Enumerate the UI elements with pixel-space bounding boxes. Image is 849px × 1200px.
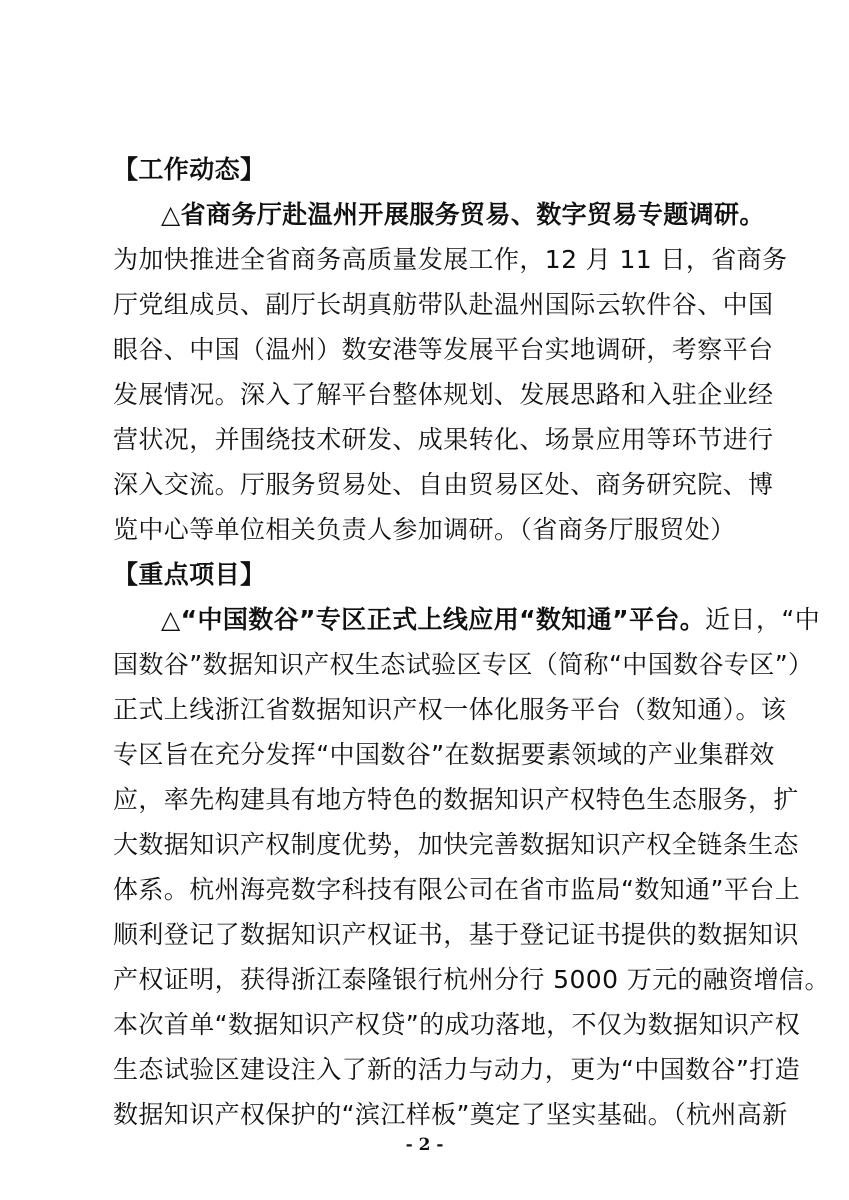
section-heading-work-news: 【工作动态】 <box>113 155 266 184</box>
paragraph-line: 营状况，并围绕技术研发、成果转化、场景应用等环节进行 <box>113 425 774 454</box>
paragraph-line: 大数据知识产权制度优势，加快完善数据知识产权全链条生态 <box>113 830 799 859</box>
paragraph-line: 为加快推进全省商务高质量发展工作，12 月 11 日，省商务 <box>113 245 788 274</box>
project-title-continuation: 近日，“中 <box>705 605 821 634</box>
paragraph-line: 厅党组成员、副厅长胡真舫带队赴温州国际云软件谷、中国 <box>113 290 774 319</box>
paragraph-line: 体系。杭州海亮数字科技有限公司在省市监局“数知通”平台上 <box>113 875 801 904</box>
paragraph-line: 数据知识产权保护的“滨江样板”奠定了坚实基础。（杭州高新 <box>113 1100 788 1129</box>
paragraph-line: 生态试验区建设注入了新的活力与动力，更为“中国数谷”打造 <box>113 1055 801 1084</box>
paragraph-line: 专区旨在充分发挥“中国数谷”在数据要素领域的产业集群效 <box>113 740 775 769</box>
paragraph-line: 眼谷、中国（温州）数安港等发展平台实地调研，考察平台 <box>113 335 774 364</box>
paragraph-line: 览中心等单位相关负责人参加调研。（省商务厅服贸处） <box>113 515 736 544</box>
paragraph-line: 发展情况。深入了解平台整体规划、发展思路和入驻企业经 <box>113 380 774 409</box>
page-number: - 2 - <box>405 1135 444 1155</box>
paragraph-line: 应，率先构建具有地方特色的数据知识产权特色生态服务，扩 <box>113 785 799 814</box>
paragraph-line: 深入交流。厅服务贸易处、自由贸易区处、商务研究院、博 <box>113 470 774 499</box>
project-title-line <box>161 604 821 636</box>
project-title: △“中国数谷”专区正式上线应用“数知通”平台。 <box>161 605 706 634</box>
section-heading-key-projects: 【重点项目】 <box>113 560 266 589</box>
paragraph-line: 产权证明，获得浙江泰隆银行杭州分行 5000 万元的融资增信。 <box>113 965 830 994</box>
news-title-line: △省商务厅赴温州开展服务贸易、数字贸易专题调研。 <box>161 200 765 229</box>
paragraph-line: 正式上线浙江省数据知识产权一体化服务平台（数知通）。该 <box>113 695 787 724</box>
paragraph-line: 国数谷”数据知识产权生态试验区专区（简称“中国数谷专区”） <box>113 650 814 679</box>
paragraph-line: 本次首单“数据知识产权贷”的成功落地，不仅为数据知识产权 <box>113 1010 801 1039</box>
paragraph-line: 顺利登记了数据知识产权证书，基于登记证书提供的数据知识 <box>113 920 799 949</box>
